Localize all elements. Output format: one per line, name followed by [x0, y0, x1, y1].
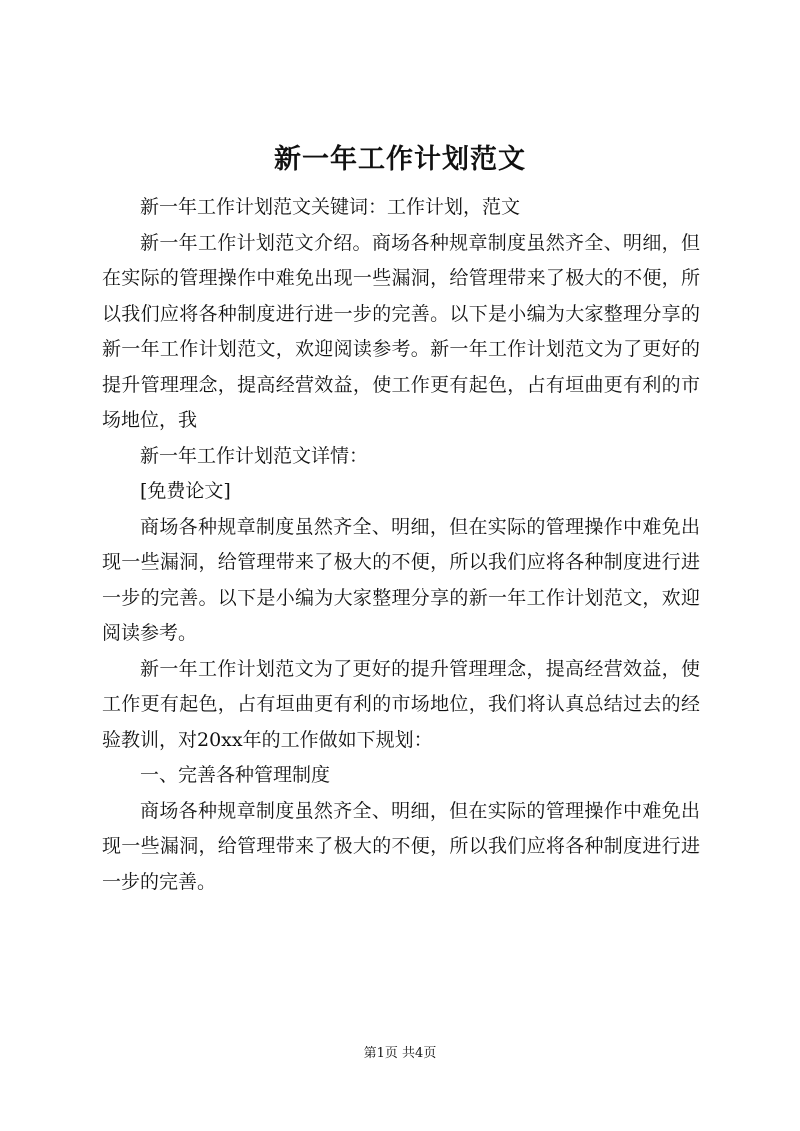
page-number-footer: 第1页 共4页 [363, 1046, 437, 1061]
paragraph-body-3: 商场各种规章制度虽然齐全、明细，但在实际的管理操作中难免出现一些漏洞，给管理带来了极大的不便，所以我们应将各种制度进行进一步的完善。 [102, 799, 700, 893]
paragraph-free-paper-tag: [免费论文] [140, 480, 231, 502]
paragraph-introduction: 新一年工作计划范文介绍。商场各种规章制度虽然齐全、明细，但在实际的管理操作中难免出现一些漏洞，给管理带来了极大的不便，所以我们应将各种制度进行进一步的完善。以下是小编为大家整理分享的新一年工作计划范文，欢迎阅读参考。新一年工作计划范文为了更好的提升管理理念，提高经营效益，使工作更有起色，占有垣曲更有利的市场地位，我 [102, 231, 700, 431]
document-title: 新一年工作计划范文 [274, 144, 526, 175]
document-body [102, 190, 700, 900]
paragraph-body-1: 商场各种规章制度虽然齐全、明细，但在实际的管理操作中难免出现一些漏洞，给管理带来了极大的不便，所以我们应将各种制度进行进一步的完善。以下是小编为大家整理分享的新一年工作计划范文，欢迎阅读参考。 [102, 515, 700, 644]
paragraph-details-heading: 新一年工作计划范文详情： [140, 444, 369, 467]
paragraph-keywords: 新一年工作计划范文关键词：工作计划，范文 [140, 196, 521, 218]
paragraph-body-2: 新一年工作计划范文为了更好的提升管理理念，提高经营效益，使工作更有起色，占有垣曲更有利的市场地位，我们将认真总结过去的经验教训，对20xx年的工作做如下规划： [102, 657, 700, 751]
section-heading-1: 一、完善各种管理制度 [140, 764, 331, 786]
